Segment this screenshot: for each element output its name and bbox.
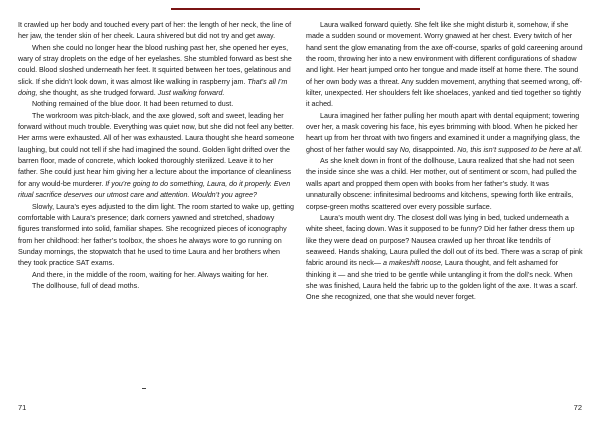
paragraph (306, 20, 583, 111)
paragraph (306, 111, 583, 156)
left-page-text (18, 20, 295, 292)
paragraph (18, 281, 295, 292)
right-page-number: 72 (573, 403, 582, 412)
footer-mark (142, 388, 146, 389)
italic-text: Just walking forward. (157, 89, 225, 98)
text-run: When she could no longer hear the blood rushing past her, she opened her eyes, wary of stray droplets on the edge of her eyelashes. She stumbled forward as best she could. Blood sloshed underneath her feet. It squirted between her toes, gelatinous and slick. If she didn’t look down, it was almost like walking in raspberry jam. (18, 43, 292, 86)
left-page-number: 71 (18, 403, 27, 412)
text-run: Laura’s mouth went dry. The closest doll was lying in bed, tucked underneath a white sheet, facing down. Was it supposed to be funny? Did her father dress them up like they were dead on purpose? Nausea crawled up her throat like tendrils of seaweed. Hands shaking, Laura pulled the doll out of its bed. There was a scrap of pink fabric around its neck— (306, 213, 583, 268)
text-run: The workroom was pitch-black, and the axe glowed, soft and sweet, leading her forward without much trouble. Everything was quiet now, but she did not feel any better. Her arms were exhausted. All of her was exhausted. Laura thought she heard someone laughing, but could not tell if she had imagined the sound. Golden light drifted over the barren floor, made of concrete, which looked thoroughly sterilized. Leave it to her father. She could just hear him giving her a lecture about the importance of cleanliness for any would-be murderer. (18, 111, 295, 188)
right-page-text (306, 20, 583, 304)
paragraph (18, 270, 295, 281)
italic-text: No, this isn’t supposed to be here at all. (457, 145, 583, 154)
italic-text: a makeshift noose, (383, 259, 443, 268)
italic-text: No, (399, 145, 411, 154)
paragraph (306, 213, 583, 304)
text-run: Slowly, Laura’s eyes adjusted to the dim light. The room started to wake up, getting comfortable with Laura’s presence; dark corners yawned and stretched, shadowy figures transformed into solid, familiar shapes. She recognized pieces of iconography from her childhood: her father’s toolbox, the shoes he always wore to go running on Sunday mornings, the stopwatch that he used to time Laura and her brothers when they took practice SAT exams. (18, 202, 294, 268)
paragraph (18, 43, 295, 100)
text-run: Laura imagined her father pulling her mouth apart with dental equipment; towering over her, a mask covering his face, his eyes brimming with blood. When he picked her heart up from her throat with two fingers and examined it under a magnifying glass, the ghost of her father would say (306, 111, 580, 154)
text-run: disappointed. (410, 145, 458, 154)
text-run: And there, in the middle of the room, waiting for her. Always waiting for her. (32, 270, 269, 279)
paragraph (18, 202, 295, 270)
paragraph (18, 20, 295, 43)
text-run: The dollhouse, full of dead moths. (32, 281, 140, 290)
italic-text: That’s all I’m doing, (18, 77, 288, 98)
italic-text: If you’re going to do something, Laura, do it properly. Even ritual sacrifice deserves our utmost care and attention. Wouldn’t you agree? (18, 179, 291, 200)
text-run: As she knelt down in front of the dollhouse, Laura realized that she had not seen the inside since she was a child. Her mother, out of sentiment or scorn, had pulled the walls apart and propped them open with books from her father’s study. It was unnaturally obscene: infinitesimal bedrooms and kitchens, spewing forth like entrails, corpse-green moths scattered over every possible surface. (306, 157, 577, 211)
top-rule (171, 8, 420, 10)
paragraph (18, 99, 295, 110)
text-run: Nothing remained of the blue door. It had been returned to dust. (32, 100, 234, 109)
text-run: Laura walked forward quietly. She felt like she might disturb it, somehow, if she made a sudden sound or movement. Worry gnawed at her chest. Every twitch of her hand sent the glow emanating from the axe off-course, sparks of gold careening around the room, throwing her into a new environment with different configurations of shadow and light. Her heart jumped onto her tongue and made itself at home there. The sound of her own body was a threat. Any sudden movement, anything that seemed wrong, off-kilter, unexpected. Her shoulders felt like shoelaces, yanked and tied together so tightly it ached. (306, 21, 583, 109)
text-run: Laura thought, and felt ashamed for thinking it — and she tried to be gentle while untangling it from the doll’s neck. When she was finished, Laura held the fabric up to the golden light of the axe. It was a scarf. One she recognized, one that she would never forget. (306, 259, 578, 302)
paragraph (18, 111, 295, 202)
paragraph (306, 156, 583, 213)
text-run: she thought, as she trudged forward. (37, 89, 158, 98)
text-run: It crawled up her body and touched every part of her: the length of her neck, the line of her jaw, the tender skin of her cheek. Laura shivered but did not try and get away. (18, 21, 292, 41)
